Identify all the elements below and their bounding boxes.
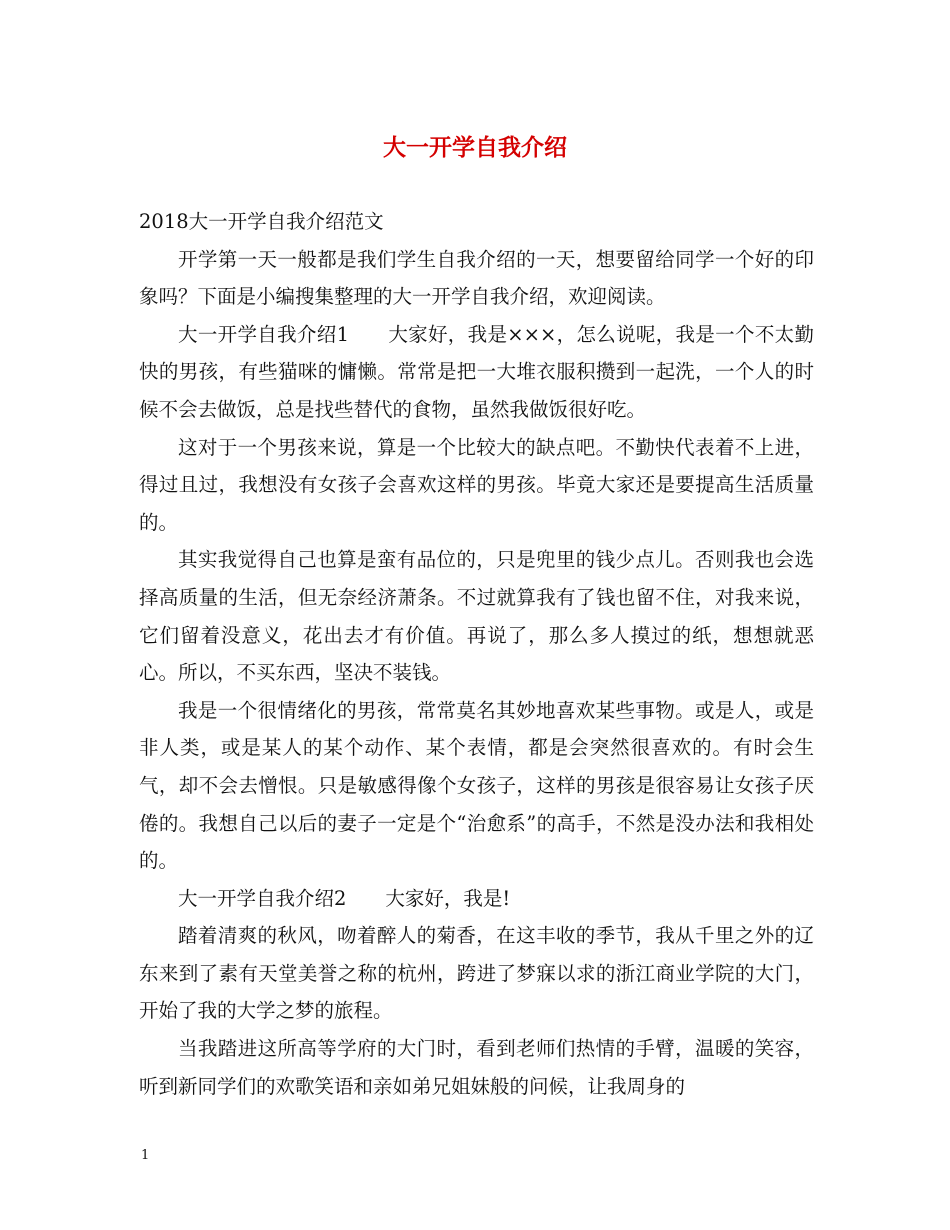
document-title: 大一开学自我介绍 bbox=[383, 134, 567, 161]
paragraph: 我是一个很情绪化的男孩，常常莫名其妙地喜欢某些事物。或是人，或是非人类，或是某人的某个动作、某个表情，都是会突然很喜欢的。有时会生气，却不会去憎恨。只是敏感得像个女孩子，这样的男孩是很容易让女孩子厌倦的。我想自己以后的妻子一定是个“治愈系”的高手，不然是没办法和我相处的。 bbox=[139, 698, 814, 873]
section-2-text: 大家好，我是! bbox=[385, 886, 511, 910]
section-2-paragraph bbox=[139, 880, 814, 918]
section-1-text: 大家好，我是×××，怎么说呢，我是一个不太勤快的男孩，有些猫咪的慵懒。常常是把一大堆衣服积攒到一起洗，一个人的时候不会去做饭，总是找些替代的食物，虽然我做饭很好吃。 bbox=[139, 322, 814, 421]
intro-paragraph: 开学第一天一般都是我们学生自我介绍的一天，想要留给同学一个好的印象吗？下面是小编搜集整理的大一开学自我介绍，欢迎阅读。 bbox=[139, 247, 814, 309]
section-1-heading: 大一开学自我介绍1 bbox=[178, 322, 349, 346]
paragraph: 踏着清爽的秋风，吻着醉人的菊香，在这丰收的季节，我从千里之外的辽东来到了素有天堂美誉之称的杭州，跨进了梦寐以求的浙江商业学院的大门，开始了我的大学之梦的旅程。 bbox=[139, 924, 814, 1023]
page-number: 1 bbox=[141, 1148, 150, 1163]
document-body bbox=[139, 203, 814, 1105]
paragraph: 当我踏进这所高等学府的大门时，看到老师们热情的手臂，温暖的笑容，听到新同学们的欢歌笑语和亲如弟兄姐妹般的问候，让我周身的 bbox=[139, 1037, 814, 1098]
document-subtitle: 2018大一开学自我介绍范文 bbox=[139, 210, 384, 233]
paragraph: 其实我觉得自己也算是蛮有品位的，只是兜里的钱少点儿。否则我也会选择高质量的生活，但无奈经济萧条。不过就算我有了钱也留不住，对我来说，它们留着没意义，花出去才有价值。再说了，那么多人摸过的纸，想想就恶心。所以，不买东西，坚决不装钱。 bbox=[139, 548, 814, 685]
paragraph: 这对于一个男孩来说，算是一个比较大的缺点吧。不勤快代表着不上进，得过且过，我想没有女孩子会喜欢这样的男孩。毕竟大家还是要提高生活质量的。 bbox=[139, 435, 814, 534]
section-2-heading: 大一开学自我介绍2 bbox=[178, 886, 347, 910]
section-1-paragraph bbox=[139, 316, 814, 429]
